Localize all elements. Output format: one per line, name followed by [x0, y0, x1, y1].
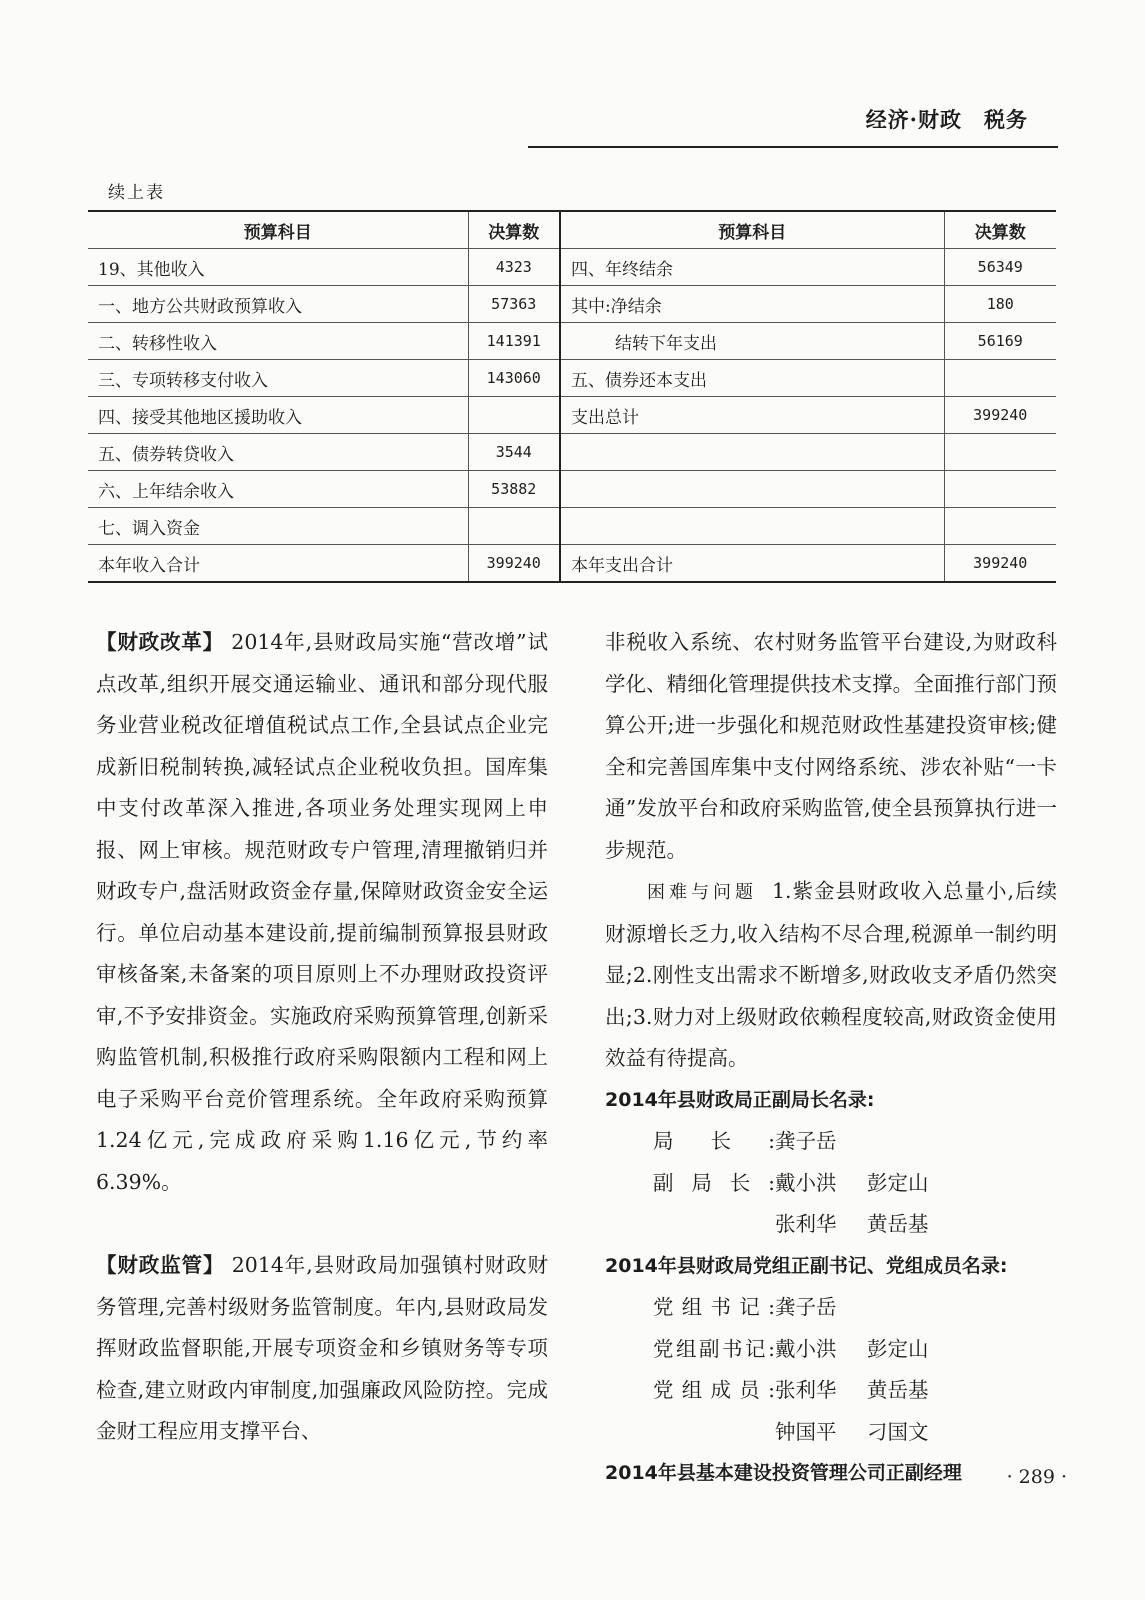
roster-name: 张利华	[775, 1212, 837, 1236]
roster-title-investment-company: 2014年县基本建设投资管理公司正副经理	[605, 1462, 962, 1484]
table-total-row	[88, 545, 1056, 583]
roster-name: 龚子岳	[775, 1295, 837, 1319]
income-item: 二、转移性收入	[88, 323, 468, 360]
table-row	[88, 508, 1056, 545]
header-cell: 决算数	[468, 211, 560, 249]
budget-table	[88, 210, 1056, 583]
expense-item	[560, 508, 944, 545]
income-value: 141391	[468, 323, 560, 360]
roster-row	[605, 1370, 1057, 1412]
roster-role: 党组书记:	[653, 1295, 775, 1319]
roster-row	[605, 1329, 1057, 1371]
roster-party-group	[605, 1287, 1057, 1453]
income-value: 53882	[468, 471, 560, 508]
income-item: 19、其他收入	[88, 249, 468, 286]
income-item: 五、债券转贷收入	[88, 434, 468, 471]
problems-text: 1.紫金县财政收入总量小,后续财源增长乏力,收入结构不尽合理,税源单一制约明显;2.刚性支出需求不断增多,财政收支矛盾仍然突出;3.财力对上级财政依赖程度较高,财政资金使用效益有待提高。	[605, 879, 1057, 1070]
income-total-label: 本年收入合计	[88, 545, 468, 583]
expense-value	[944, 360, 1056, 397]
fiscal-reform-text: 2014年,县财政局实施“营改增”试点改革,组织开展交通运输业、通讯和部分现代服务业营业税改征增值税试点工作,全县试点企业完成新旧税制转换,减轻试点企业税收负担。国库集中支付改革深入推进,各项业务处理实现网上申报、网上审核。规范财政专户管理,清理撤销归并财政专户,盘活财政资金存量,保障财政资金安全运行。单位启动基本建设前,提前编制预算报县财政审核备案,未备案的项目原则上不办理财政投资评审,不予安排资金。实施政府采购预算管理,创新采购监管机制,积极推行政府采购限额内工程和网上电子采购平台竞价管理系统。全年政府采购预算1.24亿元,完成政府采购1.16亿元,节约率6.39%。	[96, 630, 548, 1194]
roster-role: 局长:	[653, 1129, 775, 1153]
expense-item: 五、债券还本支出	[560, 360, 944, 397]
table-header-row	[88, 211, 1056, 249]
fiscal-reform-tag: 【财政改革】	[96, 630, 224, 654]
roster-row	[605, 1204, 1057, 1246]
expense-value	[944, 471, 1056, 508]
income-item: 三、专项转移支付收入	[88, 360, 468, 397]
roster-title-party-group: 2014年县财政局党组正副书记、党组成员名录:	[605, 1254, 1008, 1277]
header-cell: 预算科目	[560, 211, 944, 249]
roster-name: 刁国文	[867, 1419, 929, 1444]
table-row	[88, 249, 1056, 286]
roster-name: 戴小洪	[775, 1336, 837, 1361]
page-number: · 289 ·	[1006, 1466, 1067, 1488]
header-cell: 决算数	[944, 211, 1056, 249]
roster-directors	[605, 1121, 1057, 1246]
roster-role: 党组副书记:	[653, 1336, 775, 1361]
income-value: 3544	[468, 434, 560, 471]
right-text-column	[605, 622, 1057, 1495]
roster-row	[605, 1287, 1057, 1329]
table-row	[88, 434, 1056, 471]
income-value: 143060	[468, 360, 560, 397]
problems-heading: 困难与问题	[647, 882, 757, 903]
roster-row	[605, 1412, 1057, 1454]
expense-item: 四、年终结余	[560, 249, 944, 286]
expense-value: 56169	[944, 323, 1056, 360]
income-total-value: 399240	[468, 545, 560, 583]
expense-item	[560, 471, 944, 508]
expense-value	[944, 434, 1056, 471]
fiscal-supervision-paragraph	[96, 1245, 548, 1453]
income-item: 七、调入资金	[88, 508, 468, 545]
roster-name: 张利华	[775, 1378, 837, 1402]
running-header	[528, 100, 1058, 148]
left-text-column	[96, 622, 548, 1453]
table-row	[88, 323, 1056, 360]
income-value	[468, 397, 560, 434]
income-value: 57363	[468, 286, 560, 323]
fiscal-supervision-text: 2014年,县财政局加强镇村财政财务管理,完善村级财务监管制度。年内,县财政局发挥财政监督职能,开展专项资金和乡镇财务等专项检查,建立财政内审制度,加强廉政风险防控。完成金财工程应用支撑平台、	[96, 1253, 548, 1443]
table-row	[88, 360, 1056, 397]
table-row	[88, 397, 1056, 434]
section-title: 经济·财政 税务	[865, 107, 1028, 132]
expense-value: 399240	[944, 397, 1056, 434]
roster-name: 彭定山	[867, 1336, 929, 1361]
table-row	[88, 286, 1056, 323]
roster-name: 戴小洪	[775, 1170, 837, 1195]
roster-name: 黄岳基	[867, 1378, 929, 1402]
expense-value: 56349	[944, 249, 1056, 286]
expense-value	[944, 508, 1056, 545]
expense-value: 180	[944, 286, 1056, 323]
income-item: 一、地方公共财政预算收入	[88, 286, 468, 323]
expense-total-label: 本年支出合计	[560, 545, 944, 583]
roster-name: 黄岳基	[867, 1212, 929, 1236]
roster-role: 副局长:	[653, 1170, 775, 1195]
problems-paragraph	[605, 871, 1057, 1080]
income-value: 4323	[468, 249, 560, 286]
fiscal-supervision-tag: 【财政监管】	[96, 1253, 225, 1277]
roster-row	[605, 1163, 1057, 1205]
expense-item: 结转下年支出	[560, 323, 944, 360]
expense-item	[560, 434, 944, 471]
continued-paragraph: 非税收入系统、农村财务监管平台建设,为财政科学化、精细化管理提供技术支撑。全面推行部门预算公开;进一步强化和规范财政性基建投资审核;健全和完善国库集中支付网络系统、涉农补贴“一卡通”发放平台和政府采购监管,使全县预算执行进一步规范。	[605, 630, 1057, 862]
expense-item: 支出总计	[560, 397, 944, 434]
expense-total-value: 399240	[944, 545, 1056, 583]
header-cell: 预算科目	[88, 211, 468, 249]
roster-name: 彭定山	[867, 1170, 929, 1195]
roster-name: 钟国平	[775, 1419, 837, 1444]
table-row	[88, 471, 1056, 508]
roster-title-directors: 2014年县财政局正副局长名录:	[605, 1088, 875, 1111]
income-item: 四、接受其他地区援助收入	[88, 397, 468, 434]
roster-row	[605, 1121, 1057, 1163]
fiscal-reform-paragraph	[96, 622, 548, 1203]
roster-role: 党组成员:	[653, 1378, 775, 1402]
expense-item: 其中:净结余	[560, 286, 944, 323]
income-item: 六、上年结余收入	[88, 471, 468, 508]
continuation-label: 续上表	[108, 183, 165, 203]
roster-name: 龚子岳	[775, 1129, 837, 1153]
income-value	[468, 508, 560, 545]
